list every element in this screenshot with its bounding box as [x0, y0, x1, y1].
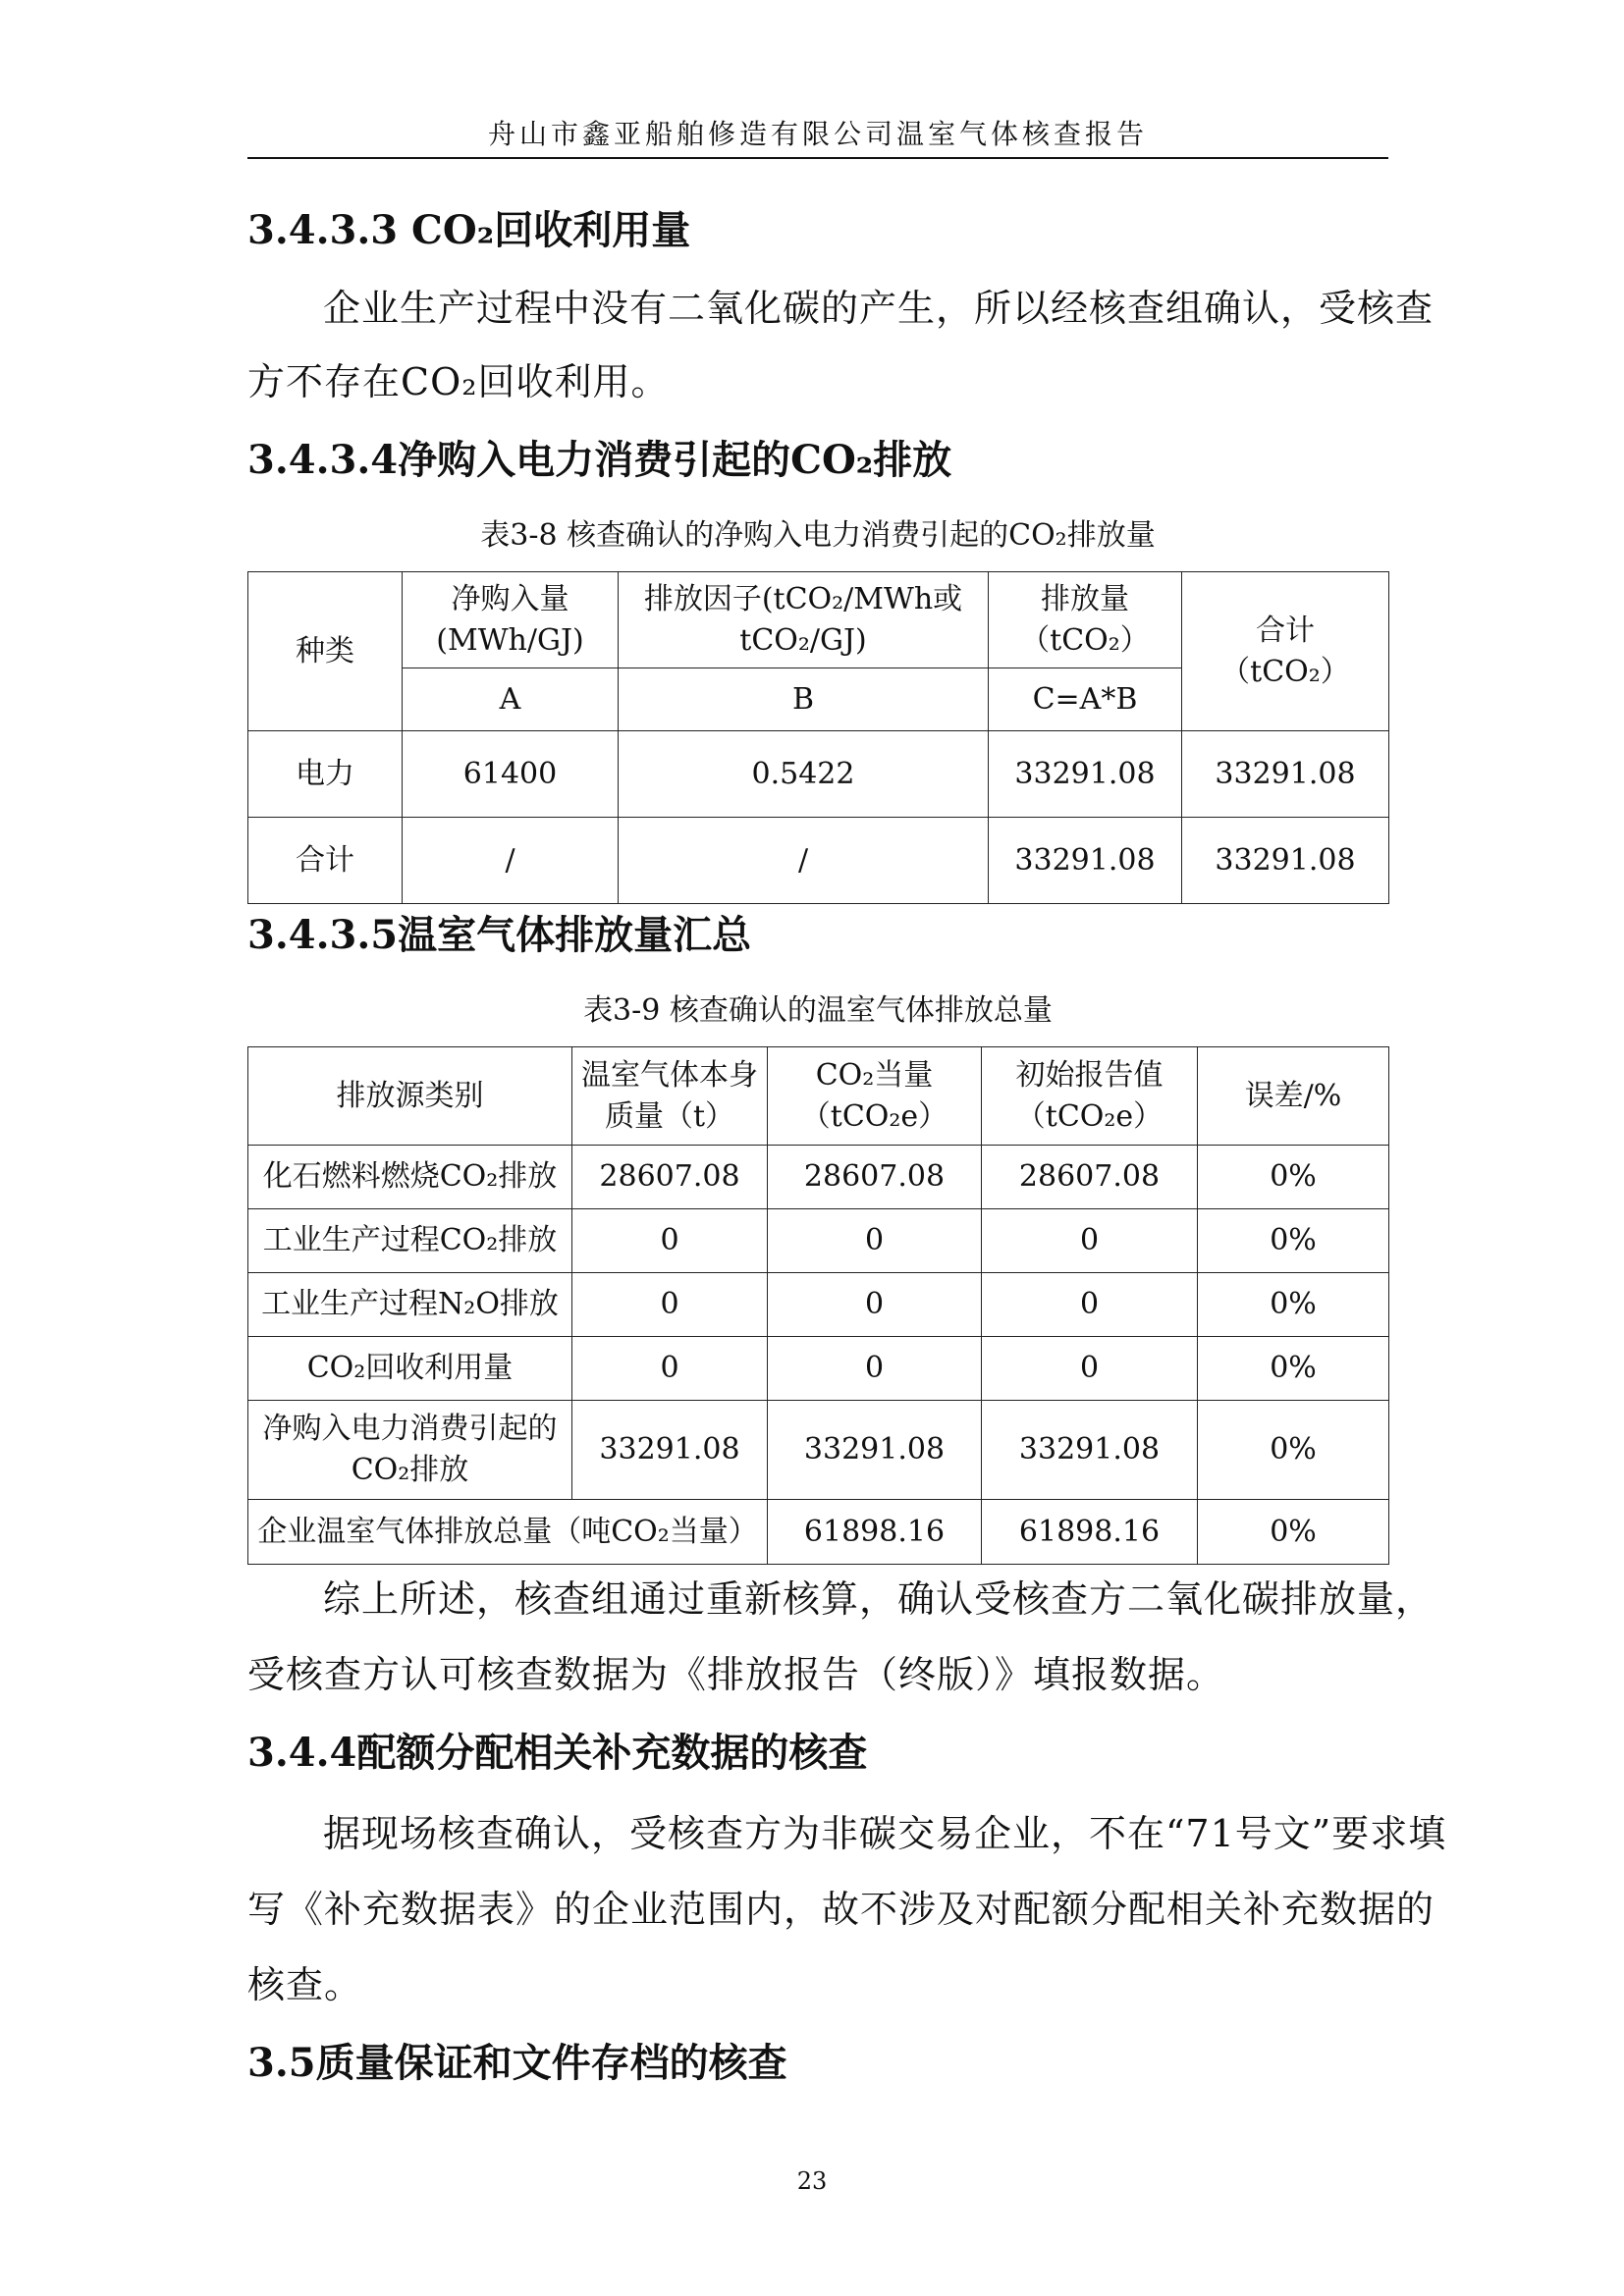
paragraph-line: 据现场核查确认，受核查方为非碳交易企业，不在“71号文”要求填: [323, 1812, 1447, 1855]
heading-344: 3.4.4配额分配相关补充数据的核查: [247, 1730, 868, 1776]
table-cell: 28607.08: [982, 1146, 1198, 1209]
paragraph-line: 核查。: [247, 1963, 363, 2006]
paragraph-line: 综上所述，核查组通过重新核算，确认受核查方二氧化碳排放量，: [323, 1577, 1435, 1621]
table-cell: 28607.08: [768, 1146, 982, 1209]
table-cell: 61898.16: [982, 1500, 1198, 1565]
header-cell: B: [619, 668, 989, 731]
table-cell: 0: [982, 1209, 1198, 1273]
heading-3433: 3.4.3.3 CO₂回收利用量: [247, 207, 691, 253]
table-cell: 化石燃料燃烧CO₂排放: [248, 1146, 572, 1209]
table-row: [248, 818, 1389, 904]
table-cell: /: [403, 818, 619, 904]
table-cell: 0: [768, 1209, 982, 1273]
table-cell: 电力: [248, 731, 403, 818]
header-cell: 净购入量 (MWh/GJ): [403, 572, 619, 668]
table-cell: 0%: [1198, 1209, 1389, 1273]
header-cell: 温室气体本身 质量（t）: [572, 1047, 768, 1146]
table-cell: 工业生产过程N₂O排放: [248, 1273, 572, 1337]
table-cell: 33291.08: [768, 1401, 982, 1500]
paragraph-line: 受核查方认可核查数据为《排放报告（终版）》填报数据。: [247, 1653, 1225, 1696]
table-cell: 0%: [1198, 1401, 1389, 1500]
heading-3435: 3.4.3.5温室气体排放量汇总: [247, 912, 752, 958]
table-cell: 28607.08: [572, 1146, 768, 1209]
heading-3434: 3.4.3.4净购入电力消费引起的CO₂排放: [247, 437, 952, 483]
table-cell: 61400: [403, 731, 619, 818]
table-cell: 0: [982, 1337, 1198, 1401]
header-cell: 排放因子(tCO₂/MWh或 tCO₂/GJ): [619, 572, 989, 668]
running-header: 舟山市鑫亚船舶修造有限公司温室气体核查报告: [487, 118, 1148, 150]
table-cell: CO₂回收利用量: [248, 1337, 572, 1401]
header-cell: 排放源类别: [248, 1047, 572, 1146]
table-cell: 0: [572, 1337, 768, 1401]
table-cell: 33291.08: [1182, 818, 1389, 904]
table-cell: 0: [768, 1273, 982, 1337]
header-cell: 排放量 （tCO₂）: [989, 572, 1182, 668]
table-row: [248, 1273, 1389, 1337]
paragraph-line: 写《补充数据表》的企业范围内，故不涉及对配额分配相关补充数据的: [247, 1888, 1435, 1931]
table-cell: 33291.08: [989, 731, 1182, 818]
table-cell: 0.5422: [619, 731, 989, 818]
table-3-9: [247, 1046, 1389, 1565]
table-cell: 企业温室气体排放总量（吨CO₂当量）: [248, 1500, 768, 1565]
table-row: [248, 1337, 1389, 1401]
table-cell: 0%: [1198, 1146, 1389, 1209]
table-row: [248, 1209, 1389, 1273]
table-cell: 合计: [248, 818, 403, 904]
table-cell: /: [619, 818, 989, 904]
table-row: [248, 1401, 1389, 1500]
table-cell: 33291.08: [989, 818, 1182, 904]
header-cell: 误差/%: [1198, 1047, 1389, 1146]
table-cell: 61898.16: [768, 1500, 982, 1565]
header-cell: A: [403, 668, 619, 731]
table-3-8: [247, 571, 1389, 904]
table-cell: 0: [768, 1337, 982, 1401]
header-rule: [247, 157, 1388, 159]
heading-35: 3.5质量保证和文件存档的核查: [247, 2040, 787, 2086]
table-cell: 33291.08: [982, 1401, 1198, 1500]
table-cell: 0: [982, 1273, 1198, 1337]
header-cell: 种类: [248, 572, 403, 731]
header-cell: CO₂当量 （tCO₂e）: [768, 1047, 982, 1146]
header-cell: 初始报告值 （tCO₂e）: [982, 1047, 1198, 1146]
table-caption-3-9: 表3-9 核查确认的温室气体排放总量: [583, 993, 1053, 1028]
paragraph-line: 方不存在CO₂回收利用。: [247, 360, 670, 403]
paragraph-line: 企业生产过程中没有二氧化碳的产生，所以经核查组确认，受核查: [323, 287, 1435, 330]
table-cell: 33291.08: [572, 1401, 768, 1500]
table-cell: 0%: [1198, 1273, 1389, 1337]
table-cell: 0%: [1198, 1337, 1389, 1401]
table-cell: 0: [572, 1273, 768, 1337]
table-cell: 净购入电力消费引起的 CO₂排放: [248, 1401, 572, 1500]
table-cell: 33291.08: [1182, 731, 1389, 818]
table-cell: 0%: [1198, 1500, 1389, 1565]
table-row: [248, 731, 1389, 818]
table-cell: 0: [572, 1209, 768, 1273]
header-cell: 合计 （tCO₂）: [1182, 572, 1389, 731]
page-number: 23: [796, 2167, 828, 2195]
table-row: [248, 1500, 1389, 1565]
table-caption-3-8: 表3-8 核查确认的净购入电力消费引起的CO₂排放量: [480, 518, 1156, 553]
table-row: [248, 1146, 1389, 1209]
header-cell: C=A*B: [989, 668, 1182, 731]
table-cell: 工业生产过程CO₂排放: [248, 1209, 572, 1273]
